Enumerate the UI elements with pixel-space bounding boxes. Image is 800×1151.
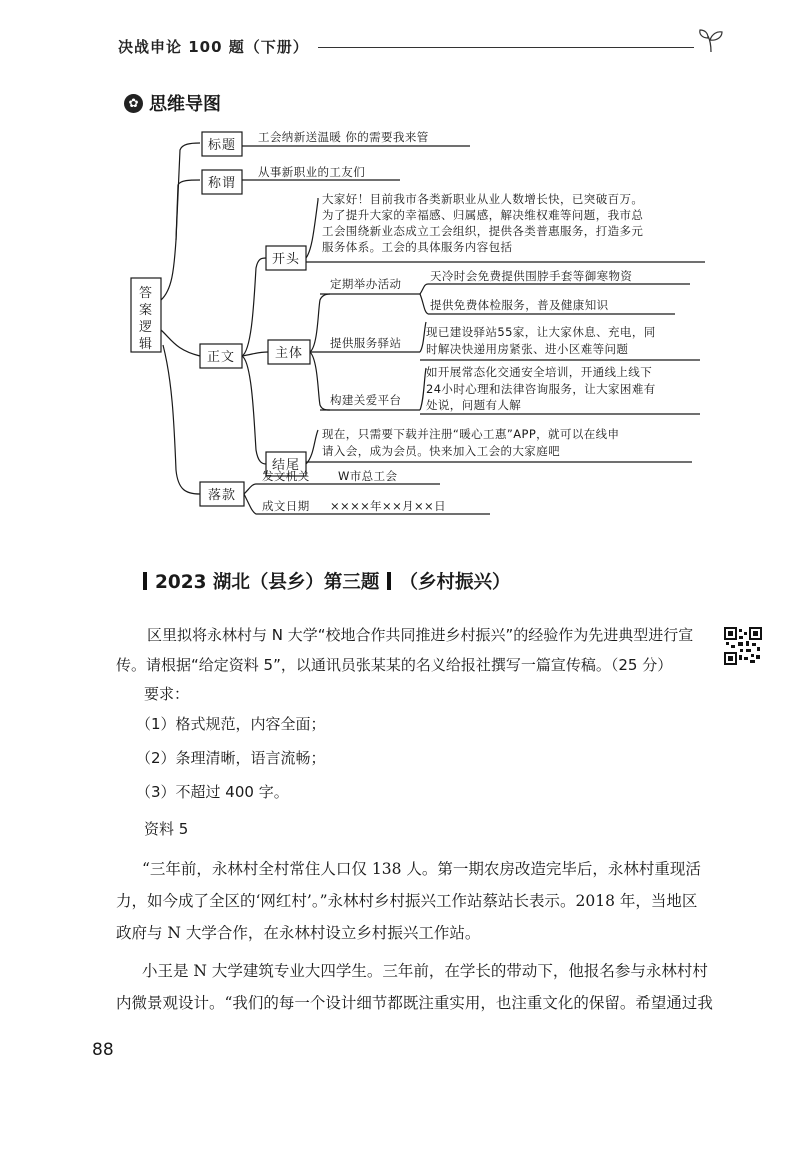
opening-node: 开头 [271, 252, 301, 267]
question-tag: （乡村振兴） [399, 572, 511, 593]
question-heading [143, 568, 510, 594]
branch1-item-2: 提供免费体检服务，普及健康知识 [430, 298, 609, 312]
branch2-line-1: 现已建设驿站55家，让大家休息、充电，同 [426, 325, 656, 339]
opening-line-3: 工会围绕新业态成立工会组织，提供各类普惠服务，打造多元 [322, 224, 644, 238]
prompt-line-2: 传。请根据“给定资料 5”，以通讯员张某某的名义给报社撰写一篇宣传稿。（25 分） [116, 656, 673, 674]
heading-bar-right [387, 572, 391, 590]
branch1-label: 定期举办活动 [330, 277, 402, 291]
mindmap-diagram [0, 0, 800, 540]
branch2-label: 提供服务驿站 [330, 336, 402, 350]
issuer-value: W市总工会 [338, 469, 398, 483]
root-node-char-3: 逻 [138, 320, 154, 335]
material-p1-line-3: 政府与 N 大学合作，在永林村设立乡村振兴工作站。 [116, 924, 481, 942]
opening-line-2: 为了提升大家的幸福感、归属感，解决维权难等问题，我市总 [322, 208, 644, 222]
date-value: ××××年××月××日 [330, 499, 446, 513]
material-label: 资料 5 [144, 820, 189, 838]
mindmap-title: 思维导图 [149, 94, 221, 115]
branch3-line-2: 24小时心理和法律咨询服务，让大家困难有 [426, 382, 656, 396]
opening-line-4: 服务体系。工会的具体服务内容包括 [322, 240, 513, 254]
date-label: 成文日期 [262, 499, 310, 513]
material-p1-line-1: “三年前，永林村全村常住人口仅 138 人。第一期农房改造完毕后，永林村重现活 [142, 860, 701, 878]
material-p1-line-2: 力，如今成了全区的‘网红村’。”永林村乡村振兴工作站蔡站长表示。2018 年，当地区 [116, 892, 698, 910]
qr-code-icon[interactable] [724, 627, 762, 665]
material-p2-line-2: 内微景观设计。“我们的每一个设计细节都既注重实用，也注重文化的保留。希望通过我 [116, 994, 713, 1012]
branch3-line-3: 处说，问题有人解 [426, 398, 522, 412]
root-node-char-1: 答 [138, 286, 154, 301]
flower-badge-icon: ✿ [124, 94, 143, 113]
title-text: 工会纳新送温暖 你的需要我来管 [258, 130, 429, 144]
title-node: 标题 [207, 138, 237, 153]
main-node: 主体 [274, 346, 304, 361]
branch2-line-2: 时解决快递用房紧张、进小区难等问题 [426, 342, 629, 356]
opening-line-1: 大家好！目前我市各类新职业从业人数增长快，已突破百万。 [322, 192, 644, 206]
requirement-1: （1）格式规范，内容全面； [136, 715, 326, 733]
body-node: 正文 [206, 350, 236, 365]
address-text: 从事新职业的工友们 [258, 165, 366, 179]
running-header: 决战申论 100 题（下册） [118, 38, 309, 56]
branch3-line-1: 如开展常态化交通安全培训，开通线上线下 [426, 365, 653, 379]
requirement-3: （3）不超过 400 字。 [136, 783, 289, 801]
ending-line-2: 请入会，成为会员。快来加入工会的大家庭吧 [322, 444, 560, 458]
ending-line-1: 现在，只需要下载并注册“暖心工惠”APP，就可以在线申 [322, 427, 620, 441]
root-node-char-4: 辑 [138, 337, 154, 352]
ending-node: 结尾 [271, 458, 301, 473]
root-node-char-2: 案 [138, 303, 154, 318]
prompt-line-1: 区里拟将永林村与 N 大学“校地合作共同推进乡村振兴”的经验作为先进典型进行宣 [147, 626, 694, 644]
address-node: 称谓 [207, 176, 237, 191]
branch1-item-1: 天冷时会免费提供围脖手套等御寒物资 [430, 269, 633, 283]
sign-node: 落款 [207, 488, 237, 503]
issuer-label: 发文机关 [262, 469, 310, 483]
heading-bar-left [143, 572, 147, 590]
page-number: 88 [92, 1040, 114, 1060]
requirement-2: （2）条理清晰，语言流畅； [136, 749, 326, 767]
requirements-label: 要求： [144, 685, 190, 703]
branch3-label: 构建关爱平台 [330, 393, 402, 407]
material-p2-line-1: 小王是 N 大学建筑专业大四学生。三年前，在学长的带动下，他报名参与永林村村 [142, 962, 708, 980]
question-title: 2023 湖北（县乡）第三题 [155, 572, 380, 593]
